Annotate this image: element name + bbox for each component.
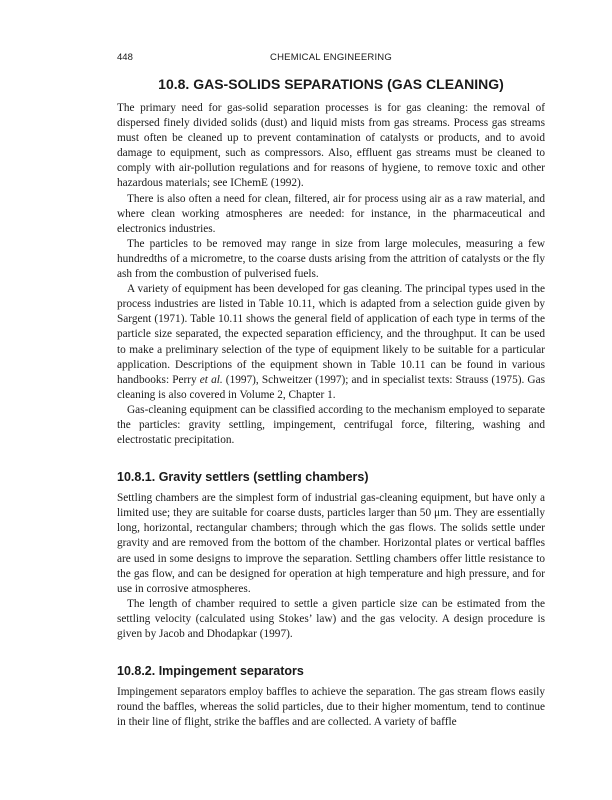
book-title: CHEMICAL ENGINEERING (270, 52, 392, 63)
italic-text: et al. (199, 373, 223, 386)
paragraph-text: A variety of equipment has been developed for gas cleaning. The principal types used in the process industries are listed in Table 10.11, which is adapted from a selection guide given by Sargent (1971). Table 10.11 shows the general field of application of each type in terms of the particle size separated, the expected separation efficiency, and the throughput. It can be used to make a preliminary selection of the type of equipment likely to be suitable for a particular application. Descriptions of the equipment shown in Table 10.11 can be found in various handbooks: Perry (117, 283, 545, 386)
paragraph: Settling chambers are the simplest form of industrial gas-cleaning equipment, but have only a limited use; they are suitable for coarse dusts, particles larger than 50 μm. They are essentially long, horizontal, rectangular chambers; through which the gas flows. The solids settle under gravity and are removed from the bottom of the chamber. Horizontal plates or vertical baffles are used in some designs to improve the separation. Settling chambers offer little resistance to the gas flow, and can be designed for operation at high temperature and high pressure, and for use in corrosive atmospheres. (117, 492, 545, 595)
subsection-title: 10.8.2. Impingement separators (117, 664, 304, 679)
running-head (117, 52, 545, 66)
paragraph-text: (1997), Schweitzer (1997); and in specialist texts: Strauss (1975). Gas cleaning is also covered in Volume 2, Chapter 1. (117, 373, 545, 401)
paragraph: There is also often a need for clean, filtered, air for process using air as a raw material, and where clean working atmospheres are needed: for instance, in the pharmaceutical and electronics industries. (117, 192, 545, 235)
paragraph: The particles to be removed may range in size from large molecules, measuring a few hundredths of a micrometre, to the coarse dusts arising from the attrition of catalysts or the fly ash from the combustion of pulverised fuels. (117, 237, 545, 281)
paragraph: Gas-cleaning equipment can be classified according to the mechanism employed to separate the particles: gravity settling, impingement, centrifugal force, filtering, washing and electrostatic precipitation. (117, 403, 545, 447)
section-title: 10.8. GAS-SOLIDS SEPARATIONS (GAS CLEANING) (158, 76, 504, 92)
page-number: 448 (117, 52, 133, 63)
paragraph (117, 282, 545, 403)
paragraph: The length of chamber required to settle a given particle size can be estimated from the settling velocity (calculated using Stokes’ law) and the gas velocity. A design procedure is given by Jacob and Dhodapkar (1997). (117, 597, 545, 640)
paragraph: The primary need for gas-solid separation processes is for gas cleaning: the removal of dispersed finely divided solids (dust) and liquid mists from gas streams. Process gas streams must often be cleaned up to prevent contamination of catalysts or products, and to avoid damage to equipment, such as compressors. Also, effluent gas streams must be cleaned to comply with air-pollution regulations and for reasons of hygiene, to remove toxic and other hazardous materials; see IChemE (1992). (117, 102, 545, 190)
subsection-title: 10.8.1. Gravity settlers (settling chambers) (117, 470, 369, 485)
paragraph: Impingement separators employ baffles to achieve the separation. The gas stream flows easily round the baffles, whereas the solid particles, due to their higher momentum, tend to continue in their line of flight, strike the baffles and are collected. A variety of baffle (117, 686, 545, 729)
document-page (117, 52, 545, 730)
